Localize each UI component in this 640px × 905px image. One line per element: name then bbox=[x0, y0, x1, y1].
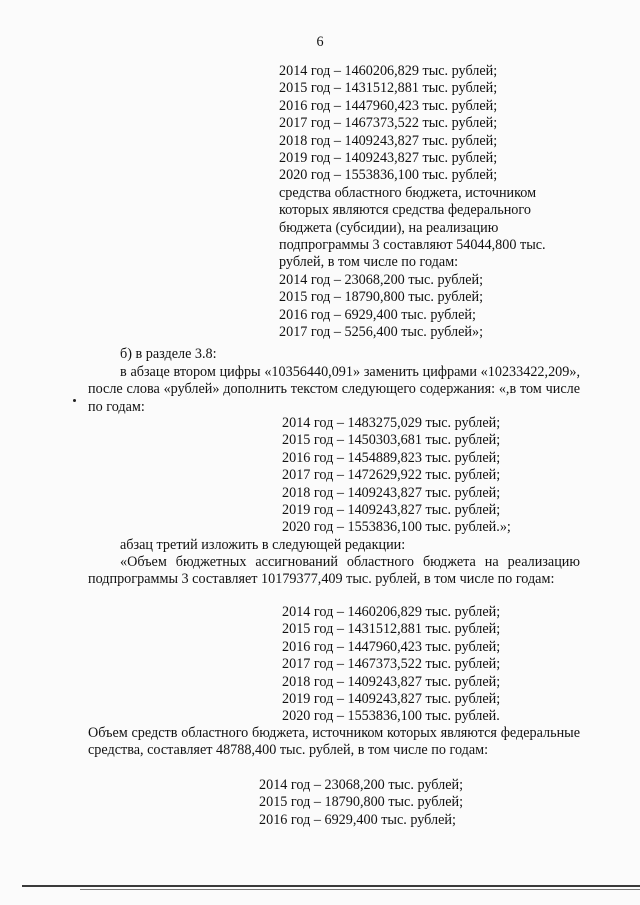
text-line: средства областного бюджета, источником bbox=[279, 184, 537, 201]
year-list-3 bbox=[282, 604, 582, 726]
year-list-4 bbox=[259, 777, 579, 829]
year-line: 2019 год – 1409243,827 тыс. рублей; bbox=[282, 691, 501, 708]
year-line: 2020 год – 1553836,100 тыс. рублей; bbox=[279, 167, 498, 184]
year-line: 2015 год – 1431512,881 тыс. рублей; bbox=[279, 80, 498, 97]
paragraph-federal-funds: Объем средств областного бюджета, источником которых являются федеральные средства, составляет 48788,400 тыс. рублей, в том числе по годам: bbox=[88, 725, 580, 759]
text-line: которых являются средства федерального bbox=[279, 202, 531, 219]
bottom-rule-secondary bbox=[80, 889, 640, 890]
year-line: 2017 год – 1467373,522 тыс. рублей; bbox=[279, 115, 498, 132]
year-line: 2014 год – 1483275,029 тыс. рублей; bbox=[282, 415, 501, 431]
year-line: 2016 год – 1447960,423 тыс. рублей; bbox=[279, 97, 498, 114]
year-line: 2016 год – 1454889,823 тыс. рублей; bbox=[282, 449, 501, 466]
page-number: 6 bbox=[316, 34, 324, 50]
year-line: 2018 год – 1409243,827 тыс. рублей; bbox=[282, 484, 501, 501]
year-line: 2015 год – 1450303,681 тыс. рублей; bbox=[282, 432, 501, 449]
year-line: 2020 год – 1553836,100 тыс. рублей. bbox=[282, 708, 500, 725]
year-line: 2017 год – 5256,400 тыс. рублей»; bbox=[279, 324, 484, 341]
year-line: 2015 год – 18790,800 тыс. рублей; bbox=[259, 794, 464, 811]
year-list-1 bbox=[279, 63, 579, 342]
year-line: 2016 год – 6929,400 тыс. рублей; bbox=[279, 306, 476, 323]
year-line: 2014 год – 1460206,829 тыс. рублей; bbox=[282, 604, 501, 620]
year-line: 2014 год – 23068,200 тыс. рублей; bbox=[259, 777, 464, 793]
year-list-2 bbox=[282, 415, 582, 537]
paragraph-new-wording: абзац третий изложить в следующей редакции: bbox=[120, 537, 406, 553]
year-line: 2019 год – 1409243,827 тыс. рублей; bbox=[282, 502, 501, 519]
year-line: 2020 год – 1553836,100 тыс. рублей.»; bbox=[282, 519, 511, 536]
text-line: бюджета (субсидии), на реализацию bbox=[279, 219, 499, 236]
paragraph-replace-figures: в абзаце втором цифры «10356440,091» заменить цифрами «10233422,209», после слова «рублей» дополнить текстом следующего содержания: «,в том числе по годам: bbox=[88, 364, 580, 415]
bottom-rule bbox=[22, 885, 640, 887]
year-line: 2014 год – 1460206,829 тыс. рублей; bbox=[279, 63, 498, 79]
year-line: 2015 год – 18790,800 тыс. рублей; bbox=[279, 289, 484, 306]
paragraph-budget-volume: «Объем бюджетных ассигнований областного бюджета на реализацию подпрограммы 3 составляет 10179377,409 тыс. рублей, в том числе по годам: bbox=[88, 554, 580, 588]
year-line: 2017 год – 1467373,522 тыс. рублей; bbox=[282, 656, 501, 673]
year-line: 2015 год – 1431512,881 тыс. рублей; bbox=[282, 621, 501, 638]
year-line: 2017 год – 1472629,922 тыс. рублей; bbox=[282, 467, 501, 484]
text-line: подпрограммы 3 составляют 54044,800 тыс. bbox=[279, 237, 546, 254]
year-line: 2016 год – 1447960,423 тыс. рублей; bbox=[282, 638, 501, 655]
year-line: 2018 год – 1409243,827 тыс. рублей; bbox=[282, 673, 501, 690]
section-heading: б) в разделе 3.8: bbox=[120, 346, 217, 362]
text-line: рублей, в том числе по годам: bbox=[279, 254, 459, 271]
year-line: 2016 год – 6929,400 тыс. рублей; bbox=[259, 811, 456, 828]
year-line: 2014 год – 23068,200 тыс. рублей; bbox=[279, 271, 484, 288]
year-line: 2019 год – 1409243,827 тыс. рублей; bbox=[279, 150, 498, 167]
year-line: 2018 год – 1409243,827 тыс. рублей; bbox=[279, 132, 498, 149]
scan-dot bbox=[73, 399, 76, 402]
